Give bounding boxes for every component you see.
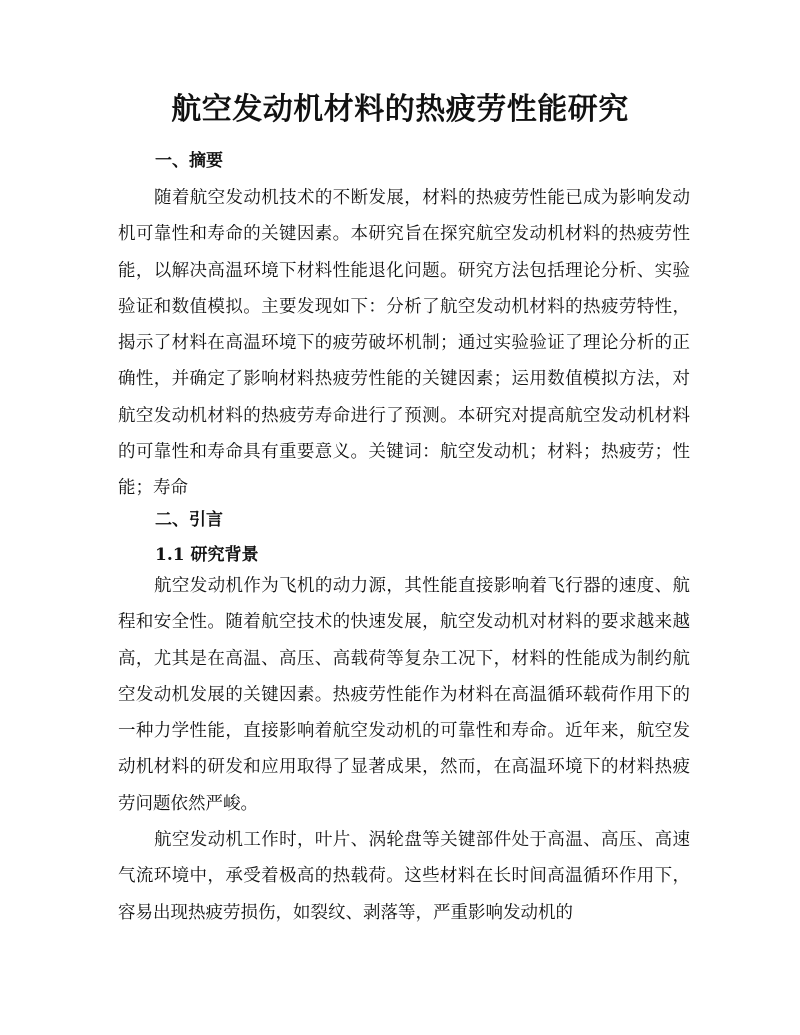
background-paragraph-2: 航空发动机工作时，叶片、涡轮盘等关键部件处于高温、高压、高速气流环境中，承受着极高的热载荷。这些材料在长时间高温循环作用下，容易出现热疲劳损伤，如裂纹、剥落等，严重影响发动机的 — [118, 830, 690, 923]
background-paragraph-1: 航空发动机作为飞机的动力源，其性能直接影响着飞行器的速度、航程和安全性。随着航空技术的快速发展，航空发动机对材料的要求越来越高，尤其是在高温、高压、高载荷等复杂工况下，材料的性能成为制约航空发动机发展的关键因素。热疲劳性能作为材料在高温循环载荷作用下的一种力学性能，直接影响着航空发动机的可靠性和寿命。近年来，航空发动机材料的研发和应用取得了显著成果，然而，在高温环境下的材料热疲劳问题依然严峻。 — [118, 576, 690, 814]
subsection-heading-background: 1.1 研究背景 — [155, 545, 259, 565]
section-heading-abstract: 一、摘要 — [155, 151, 223, 171]
page-title: 航空发动机材料的热疲劳性能研究 — [171, 92, 629, 127]
section-heading-introduction: 二、引言 — [155, 510, 223, 530]
abstract-paragraph: 随着航空发动机技术的不断发展，材料的热疲劳性能已成为影响发动机可靠性和寿命的关键因素。本研究旨在探究航空发动机材料的热疲劳性能，以解决高温环境下材料性能退化问题。研究方法包括理论分析、实验验证和数值模拟。主要发现如下：分析了航空发动机材料的热疲劳特性，揭示了材料在高温环境下的疲劳破坏机制；通过实验验证了理论分析的正确性，并确定了影响材料热疲劳性能的关键因素；运用数值模拟方法，对航空发动机材料的热疲劳寿命进行了预测。本研究对提高航空发动机材料的可靠性和寿命具有重要意义。关键词：航空发动机；材料；热疲劳；性能；寿命 — [118, 188, 690, 499]
